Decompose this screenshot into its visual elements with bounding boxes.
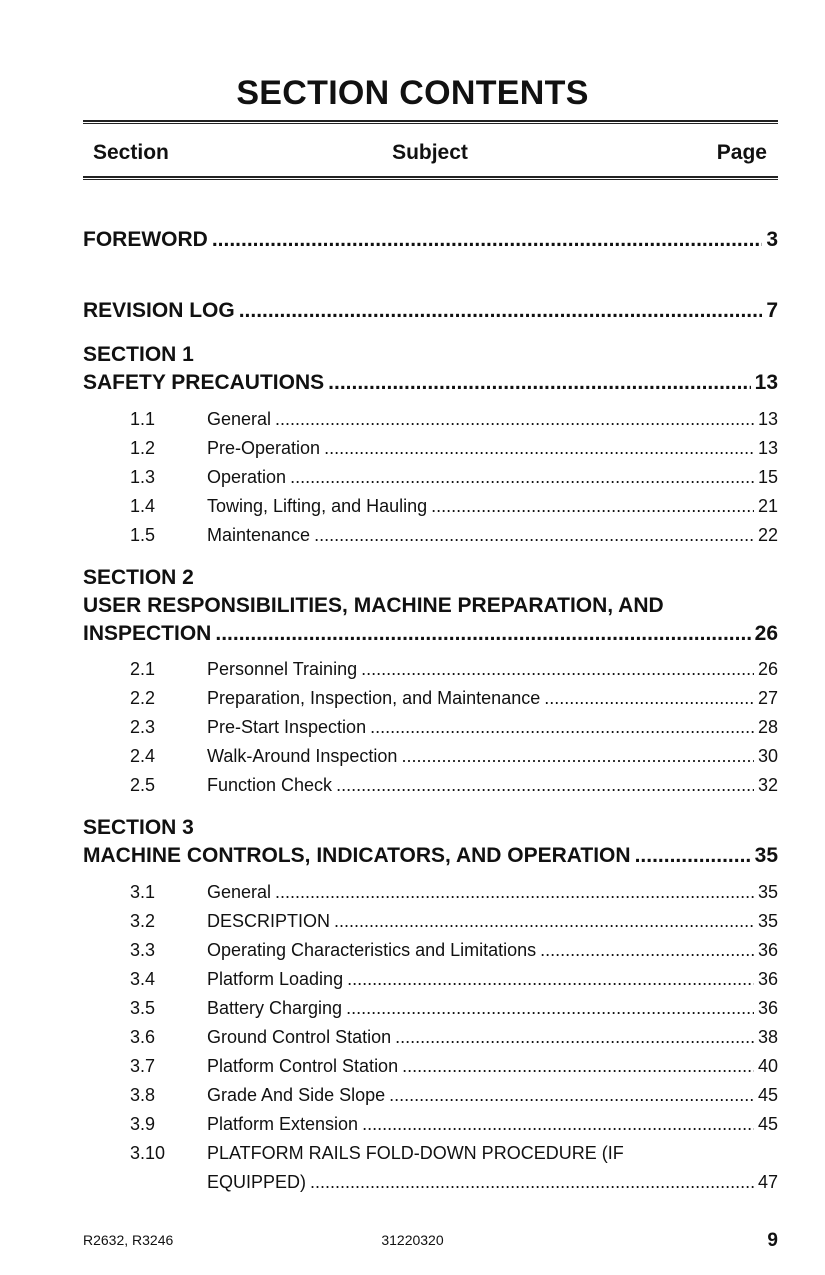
footer-doc-number: 31220320 — [381, 1232, 444, 1248]
toc-subentry-3-10[interactable] — [130, 1139, 778, 1197]
subentry-number: 1.1 — [130, 409, 156, 429]
subentry-title: General — [207, 882, 272, 902]
subentry-page: 36 — [757, 998, 778, 1018]
leader-dots — [215, 620, 750, 648]
toc-subentry-2-4[interactable] — [130, 742, 778, 771]
subentry-number: 1.4 — [130, 496, 156, 516]
footer-model: R2632, R3246 — [83, 1232, 174, 1248]
subentry-title: Function Check — [207, 775, 333, 795]
toc-entry-page: 35 — [754, 844, 778, 867]
subentry-page: 36 — [757, 969, 778, 989]
leader-dots — [334, 907, 754, 936]
subentry-title: Preparation, Inspection, and Maintenance — [207, 688, 541, 708]
toc-subentry-3-3[interactable] — [130, 936, 778, 965]
subentry-number: 2.5 — [130, 775, 156, 795]
subentry-number: 1.2 — [130, 438, 156, 458]
subentry-title: Pre-Operation — [207, 438, 321, 458]
toc-subentry-1-4[interactable] — [130, 492, 778, 521]
subentry-number: 3.8 — [130, 1085, 156, 1105]
toc-entry-section-2[interactable] — [83, 564, 778, 648]
subentry-number: 3.9 — [130, 1114, 156, 1134]
subentry-number: 3.4 — [130, 969, 156, 989]
subentry-number: 2.4 — [130, 746, 156, 766]
subentry-number: 2.1 — [130, 659, 156, 679]
toc-subentry-2-3[interactable] — [130, 713, 778, 742]
subentry-title: Platform Loading — [207, 969, 344, 989]
subentry-title: Walk-Around Inspection — [207, 746, 398, 766]
toc-subentry-1-5[interactable] — [130, 521, 778, 550]
subentry-page: 27 — [757, 688, 778, 708]
leader-dots — [402, 1052, 754, 1081]
subentry-number: 2.3 — [130, 717, 156, 737]
section-label: SECTION 1 — [83, 343, 194, 366]
subentry-page: 22 — [757, 525, 778, 545]
subentry-number: 3.1 — [130, 882, 156, 902]
toc-subentry-2-5[interactable] — [130, 771, 778, 800]
leader-dots — [347, 965, 754, 994]
toc-entry-title: REVISION LOG — [83, 299, 235, 322]
leader-dots — [370, 713, 754, 742]
leader-dots — [310, 1168, 754, 1197]
header-rule-bottom — [83, 176, 778, 180]
subentry-page: 26 — [757, 659, 778, 679]
toc-subentry-2-2[interactable] — [130, 684, 778, 713]
subentry-title: Platform Extension — [207, 1114, 359, 1134]
toc-entry-page: 26 — [754, 622, 778, 645]
subentry-title: Operation — [207, 467, 287, 487]
leader-dots — [401, 742, 754, 771]
subentry-number: 3.5 — [130, 998, 156, 1018]
toc-entry-foreword[interactable] — [83, 226, 778, 254]
subentry-page: 13 — [757, 438, 778, 458]
subentry-page: 21 — [757, 496, 778, 516]
column-header-page: Page — [716, 141, 767, 164]
toc-subentry-3-9[interactable] — [130, 1110, 778, 1139]
toc-entry-page: 3 — [766, 228, 778, 251]
toc-subentry-3-4[interactable] — [130, 965, 778, 994]
column-header-section: Section — [93, 141, 169, 164]
subentry-title-line2: EQUIPPED) — [207, 1172, 307, 1192]
leader-dots — [362, 1110, 754, 1139]
toc-entry-title: MACHINE CONTROLS, INDICATORS, AND OPERATION — [83, 844, 631, 867]
leader-dots — [212, 226, 762, 254]
subentry-page: 35 — [757, 882, 778, 902]
subentry-number: 3.2 — [130, 911, 156, 931]
subentry-page: 32 — [757, 775, 778, 795]
section-label: SECTION 2 — [83, 566, 194, 589]
toc-subentry-1-1[interactable] — [130, 405, 778, 434]
leader-dots — [314, 521, 754, 550]
subentry-title: DESCRIPTION — [207, 911, 331, 931]
leader-dots — [431, 492, 754, 521]
toc-entry-title-line2: INSPECTION — [83, 622, 212, 645]
subentry-number: 1.3 — [130, 467, 156, 487]
toc-entry-section-3[interactable] — [83, 814, 778, 870]
subentry-number: 3.6 — [130, 1027, 156, 1047]
leader-dots — [544, 684, 754, 713]
subentry-title: Pre-Start Inspection — [207, 717, 367, 737]
leader-dots — [540, 936, 754, 965]
subentry-number: 3.3 — [130, 940, 156, 960]
toc-entry-title: FOREWORD — [83, 228, 208, 251]
toc-subentry-1-2[interactable] — [130, 434, 778, 463]
subentry-number: 3.10 — [130, 1143, 166, 1163]
toc-subentry-3-1[interactable] — [130, 878, 778, 907]
subentry-number: 2.2 — [130, 688, 156, 708]
subentry-title: Towing, Lifting, and Hauling — [207, 496, 428, 516]
leader-dots — [239, 297, 763, 325]
toc-entry-page: 13 — [754, 371, 778, 394]
toc-subentry-2-1[interactable] — [130, 655, 778, 684]
subentry-title: Battery Charging — [207, 998, 343, 1018]
subentry-page: 35 — [757, 911, 778, 931]
subentry-number: 3.7 — [130, 1056, 156, 1076]
subentry-page: 38 — [757, 1027, 778, 1047]
leader-dots — [389, 1081, 754, 1110]
section-label: SECTION 3 — [83, 816, 194, 839]
toc-entry-section-1[interactable] — [83, 341, 778, 397]
toc-subentry-3-7[interactable] — [130, 1052, 778, 1081]
subentry-title: Grade And Side Slope — [207, 1085, 386, 1105]
footer-page-number: 9 — [767, 1230, 778, 1251]
toc-subentry-1-3[interactable] — [130, 463, 778, 492]
subentry-page: 15 — [757, 467, 778, 487]
subentry-page: 28 — [757, 717, 778, 737]
subentry-number: 1.5 — [130, 525, 156, 545]
leader-dots — [290, 463, 754, 492]
subentry-title: Ground Control Station — [207, 1027, 392, 1047]
subentry-page: 36 — [757, 940, 778, 960]
leader-dots — [275, 878, 754, 907]
toc-entry-revision-log[interactable] — [83, 297, 778, 325]
page-title: SECTION CONTENTS — [236, 74, 589, 112]
toc-subentry-3-2[interactable] — [130, 907, 778, 936]
subentry-page: 40 — [757, 1056, 778, 1076]
subentry-title: Operating Characteristics and Limitations — [207, 940, 537, 960]
toc-entry-title: SAFETY PRECAUTIONS — [83, 371, 325, 394]
leader-dots — [275, 405, 754, 434]
leader-dots — [324, 434, 754, 463]
leader-dots — [328, 369, 750, 397]
subentry-page: 30 — [757, 746, 778, 766]
toc-entry-page: 7 — [766, 299, 778, 322]
toc-subentry-3-5[interactable] — [130, 994, 778, 1023]
subentry-page: 45 — [757, 1114, 778, 1134]
subentry-title: Platform Control Station — [207, 1056, 399, 1076]
toc-subentry-3-6[interactable] — [130, 1023, 778, 1052]
leader-dots — [395, 1023, 754, 1052]
column-header-subject: Subject — [392, 141, 468, 164]
subentry-title: General — [207, 409, 272, 429]
leader-dots — [361, 655, 754, 684]
subentry-page: 47 — [757, 1172, 778, 1192]
subentry-page: 45 — [757, 1085, 778, 1105]
subentry-title: Personnel Training — [207, 659, 358, 679]
subentry-title-line1: PLATFORM RAILS FOLD-DOWN PROCEDURE (IF — [207, 1143, 624, 1163]
leader-dots — [346, 994, 754, 1023]
subentry-page: 13 — [757, 409, 778, 429]
header-rule-top — [83, 120, 778, 124]
toc-entry-title-line1: USER RESPONSIBILITIES, MACHINE PREPARATION, AND — [83, 594, 664, 617]
toc-subentry-3-8[interactable] — [130, 1081, 778, 1110]
leader-dots — [336, 771, 754, 800]
subentry-title: Maintenance — [207, 525, 311, 545]
leader-dots — [635, 842, 751, 870]
